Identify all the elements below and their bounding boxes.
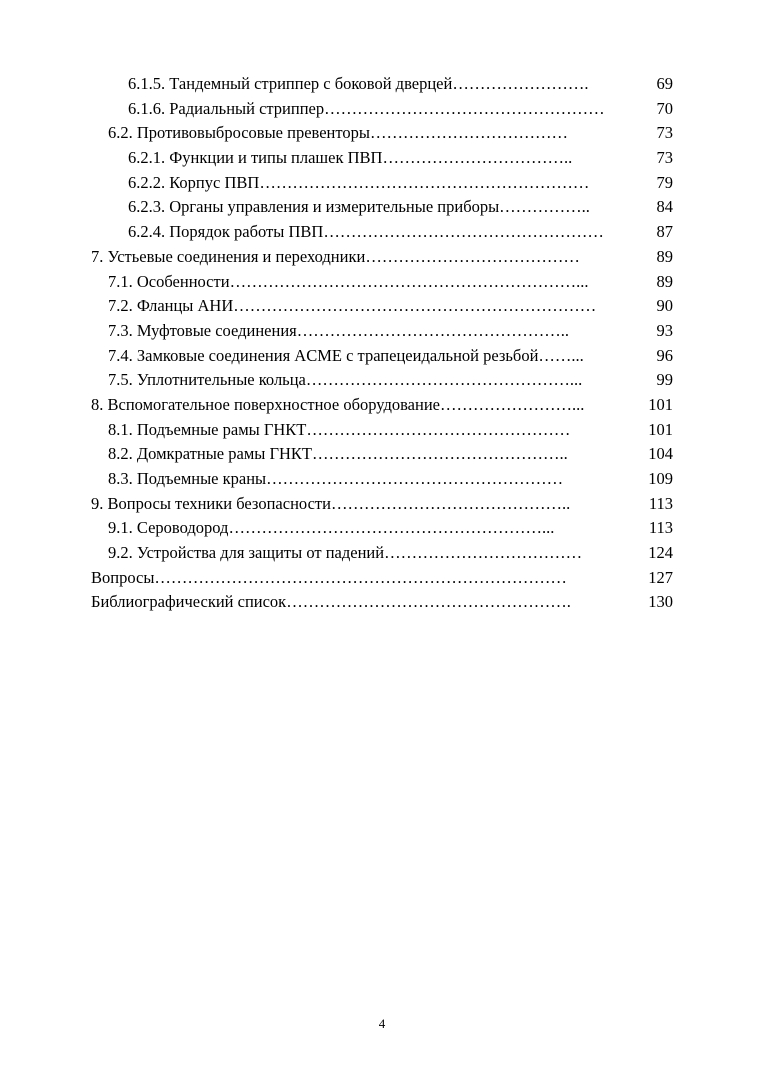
toc-entry-page: 69 <box>656 74 673 93</box>
toc-entry[interactable] <box>0 294 764 319</box>
toc-entry-leader: …………………………………………… <box>323 222 604 242</box>
toc-entry-title: 7.4. Замковые соединения ACME с трапецеидальной резьбой <box>108 345 539 365</box>
toc-entry-title: Библиографический список <box>91 592 287 612</box>
toc-entry-title: 7.5. Уплотнительные кольца <box>108 370 306 390</box>
toc-entry-page: 113 <box>648 493 673 513</box>
toc-entry-page: 70 <box>656 98 673 118</box>
toc-entry-leader: ……... <box>538 345 584 365</box>
toc-entry-page: 101 <box>648 419 673 439</box>
toc-entry-page: 124 <box>648 543 673 563</box>
toc-entry[interactable] <box>0 195 764 220</box>
toc-entry-page: 113 <box>648 518 673 538</box>
toc-entry-page: 109 <box>648 469 673 488</box>
toc-entry-leader: …………………………………….. <box>330 493 571 513</box>
toc-entry-title: Вопросы <box>91 567 155 587</box>
toc-entry-leader: ……………………... <box>440 394 585 414</box>
toc-entry-leader: ………………………………………….. <box>296 320 569 340</box>
toc-entry-page: 79 <box>656 172 673 192</box>
toc-entry-title: 6.2.2. Корпус ПВП <box>128 172 260 192</box>
toc-entry-leader: ………………………………………………………… <box>233 296 597 316</box>
toc-entry-title: 9. Вопросы техники безопасности <box>91 493 331 513</box>
toc-entry[interactable] <box>0 566 764 591</box>
toc-entry-title: 7.3. Муфтовые соединения <box>108 320 297 340</box>
toc-entry-page: 90 <box>656 296 673 316</box>
toc-entry-leader: ……………………………… <box>369 123 568 143</box>
toc-entry-leader: ……………………………………….. <box>312 444 568 464</box>
toc-entry[interactable] <box>0 97 764 122</box>
toc-entry-page: 93 <box>656 320 673 340</box>
toc-entry[interactable] <box>0 368 764 393</box>
toc-entry[interactable] <box>0 121 764 146</box>
table-of-contents <box>0 72 764 615</box>
toc-entry[interactable] <box>0 245 764 270</box>
toc-entry-leader: ………………………………………………………... <box>229 271 589 291</box>
toc-entry-page: 84 <box>656 197 673 217</box>
toc-entry-title: 8. Вспомогательное поверхностное оборудование <box>91 394 440 414</box>
toc-entry[interactable] <box>0 72 764 97</box>
toc-entry-leader: …………………………………………... <box>305 370 583 390</box>
toc-entry-title: 7.2. Фланцы АНИ <box>108 296 234 316</box>
toc-entry[interactable] <box>0 516 764 541</box>
toc-entry-page: 127 <box>648 567 673 587</box>
toc-entry[interactable] <box>0 319 764 344</box>
toc-entry[interactable] <box>0 492 764 517</box>
toc-entry-title: 8.3. Подъемные краны <box>108 469 267 488</box>
toc-entry-page: 89 <box>656 246 673 266</box>
toc-entry-title: 9.1. Сероводород <box>108 518 229 538</box>
toc-entry[interactable] <box>0 344 764 369</box>
toc-entry-leader: ………………………………………………………………… <box>154 567 567 587</box>
toc-entry-leader: ……………………………………………… <box>266 469 564 488</box>
toc-entry-page: 87 <box>656 222 673 242</box>
toc-entry[interactable] <box>0 467 764 492</box>
toc-entry-leader: ……………………………… <box>384 543 583 563</box>
toc-entry-page: 73 <box>656 148 673 168</box>
toc-entry[interactable] <box>0 171 764 196</box>
toc-entry-leader: ……………………. <box>452 74 589 93</box>
toc-entry-title: 9.2. Устройства для защиты от падений <box>108 543 385 563</box>
toc-entry-page: 96 <box>656 345 673 365</box>
toc-entry-title: 7. Устьевые соединения и переходники <box>91 246 366 266</box>
toc-entry-leader: …………….. <box>499 197 590 217</box>
toc-entry-leader: ……………………………………………. <box>286 592 571 612</box>
toc-entry-title: 6.2. Противовыбросовые превенторы <box>108 123 370 143</box>
toc-entry-page: 99 <box>656 370 673 390</box>
toc-entry[interactable] <box>0 393 764 418</box>
toc-entry-leader: …………………………………………………… <box>259 172 590 192</box>
toc-entry-page: 101 <box>648 394 673 414</box>
toc-entry-page: 104 <box>648 444 673 464</box>
toc-entry[interactable] <box>0 442 764 467</box>
toc-entry-page: 130 <box>648 592 673 612</box>
toc-entry[interactable] <box>0 146 764 171</box>
toc-entry-leader: …………………………….. <box>382 148 573 168</box>
toc-entry-title: 6.2.4. Порядок работы ПВП <box>128 222 324 242</box>
toc-entry-title: 6.1.5. Тандемный стриппер с боковой дверцей <box>128 74 453 93</box>
toc-entry-title: 6.2.3. Органы управления и измерительные приборы <box>128 197 500 217</box>
toc-entry[interactable] <box>0 270 764 295</box>
toc-entry[interactable] <box>0 541 764 566</box>
toc-entry-page: 89 <box>656 271 673 291</box>
toc-entry-leader: …………………………………………………... <box>228 518 555 538</box>
toc-entry-title: 6.1.6. Радиальный стриппер <box>128 98 325 118</box>
toc-entry[interactable] <box>0 590 764 615</box>
toc-entry-title: 8.1. Подъемные рамы ГНКТ <box>108 419 307 439</box>
toc-entry-leader: ………………………………… <box>365 246 580 266</box>
toc-entry[interactable] <box>0 220 764 245</box>
toc-entry-title: 8.2. Домкратные рамы ГНКТ <box>108 444 313 464</box>
toc-entry-leader: …………………………………………… <box>324 98 605 118</box>
page-number: 4 <box>378 1016 386 1031</box>
toc-entry-title: 7.1. Особенности <box>108 271 230 291</box>
toc-entry-page: 73 <box>656 123 673 143</box>
toc-entry-leader: ………………………………………… <box>306 419 571 439</box>
toc-entry[interactable] <box>0 418 764 443</box>
toc-entry-title: 6.2.1. Функции и типы плашек ПВП <box>128 148 383 168</box>
